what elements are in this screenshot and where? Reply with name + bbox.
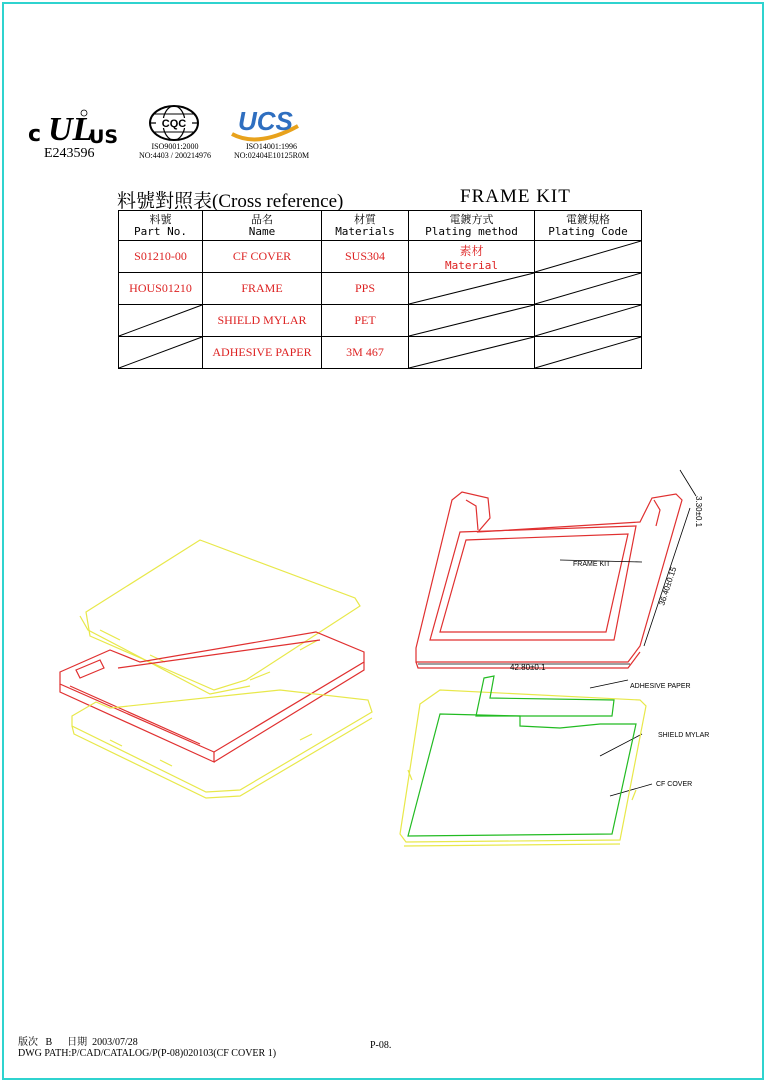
ul-us-mark: US bbox=[89, 126, 119, 148]
col-part-no: 料號 Part No. bbox=[119, 211, 203, 241]
svg-text:CQC: CQC bbox=[161, 118, 187, 130]
cross-reference-title: 料號對照表(Cross reference) bbox=[117, 191, 344, 212]
frame-kit-drawing bbox=[416, 492, 682, 668]
page-number: P-08. bbox=[370, 1040, 392, 1051]
ucs-line1: ISO14001:1996 bbox=[245, 142, 298, 151]
cell-name: ADHESIVE PAPER bbox=[203, 337, 322, 369]
cqc-line2: NO:4403 / 200214976 bbox=[139, 151, 211, 160]
dim-height-label: 3.30±0.1 bbox=[694, 496, 703, 528]
cqc-line1: ISO9001:2000 bbox=[151, 142, 199, 151]
cell-part-no: S01210-00 bbox=[119, 241, 203, 273]
dim-depth-label: 36.40±0.15 bbox=[657, 565, 679, 607]
col-plating-code: 電鍍規格 Plating Code bbox=[535, 211, 642, 241]
cf-cover-label: CF COVER bbox=[656, 781, 693, 788]
dimension-lines bbox=[418, 470, 696, 796]
footer-path: DWG PATH:P/CAD/CATALOG/P(P-08)020103(CF COVER 1) bbox=[18, 1048, 277, 1059]
cell-name: SHIELD MYLAR bbox=[203, 305, 322, 337]
dim-width-label: 42.80±0.1 bbox=[510, 663, 546, 672]
version-label: 版次 bbox=[18, 1037, 38, 1048]
cell-material: PPS bbox=[322, 273, 409, 305]
cf-cover-drawing bbox=[400, 690, 646, 846]
ucs-brand: UCS bbox=[238, 106, 293, 136]
date-label: 日期 bbox=[67, 1037, 88, 1048]
frame-kit-label: FRAME KIT bbox=[573, 561, 611, 568]
svg-text:UL: UL bbox=[48, 111, 94, 148]
ul-c-mark: c bbox=[28, 122, 42, 147]
cell-name: FRAME bbox=[203, 273, 322, 305]
exploded-cf-cover bbox=[80, 540, 360, 694]
cell-part-no: HOUS01210 bbox=[119, 273, 203, 305]
version-value: B bbox=[45, 1037, 53, 1048]
ucs-line2: NO:02404E10125R0M bbox=[233, 151, 310, 160]
col-name: 品名 Name bbox=[203, 211, 322, 241]
cell-name: CF COVER bbox=[203, 241, 322, 273]
cell-material: 3M 467 bbox=[322, 337, 409, 369]
cell-material: PET bbox=[322, 305, 409, 337]
cell-plating-method: 素材 Material bbox=[409, 241, 535, 273]
date-value: 2003/07/28 bbox=[92, 1037, 138, 1048]
shield-mylar-drawing bbox=[408, 714, 636, 836]
col-material: 材質 Materials bbox=[322, 211, 409, 241]
footer-version bbox=[18, 1033, 138, 1048]
shield-mylar-label: SHIELD MYLAR bbox=[658, 732, 710, 739]
frame-kit-title: FRAME KIT bbox=[460, 186, 571, 207]
cell-material: SUS304 bbox=[322, 241, 409, 273]
exploded-bottom-cover bbox=[72, 690, 372, 798]
ul-file-number: E243596 bbox=[44, 146, 95, 161]
adhesive-paper-drawing bbox=[476, 676, 614, 716]
col-plating-method: 電鍍方式 Plating method bbox=[409, 211, 535, 241]
adhesive-paper-label: ADHESIVE PAPER bbox=[630, 683, 691, 690]
